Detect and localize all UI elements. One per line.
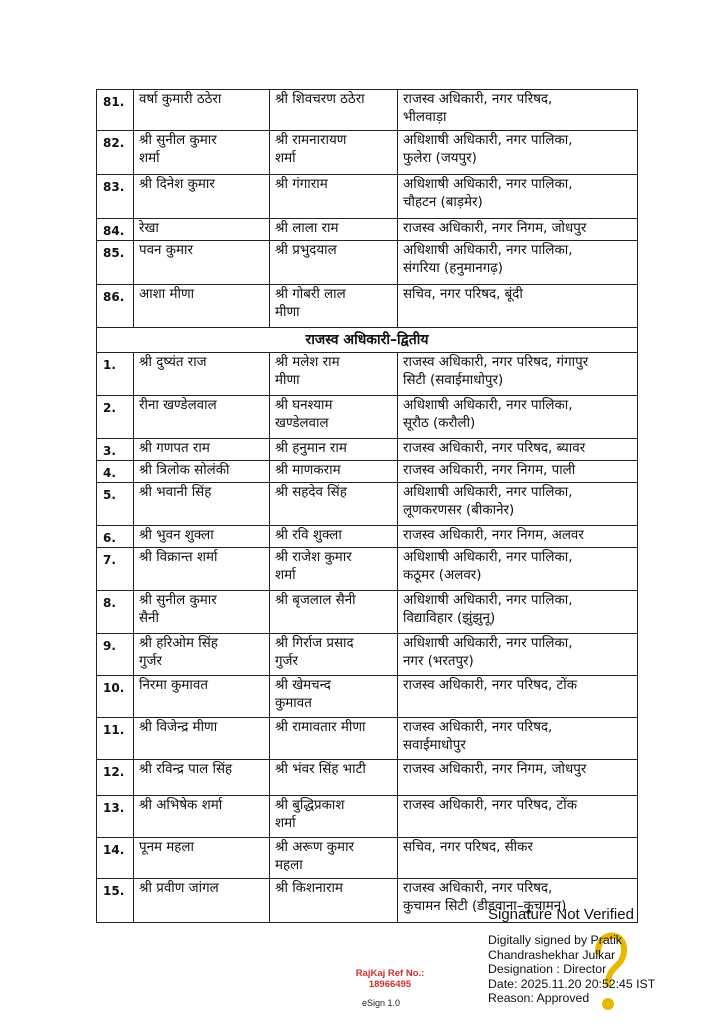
posting-cell: अधिशाषी अधिकारी, नगर पालिका, कठूमर (अलवर) xyxy=(398,548,638,591)
officer-name-cell: श्री प्रवीण जांगल xyxy=(134,879,270,923)
table-row xyxy=(97,591,638,634)
table-row xyxy=(97,353,638,396)
officer-name-cell: पूनम महला xyxy=(134,838,270,879)
ref-number: 18966495 xyxy=(368,979,412,990)
father-name-cell: श्री लाला राम xyxy=(270,219,398,241)
posting-cell: अधिशाषी अधिकारी, नगर पालिका, चौहटन (बाड़मेर) xyxy=(398,175,638,219)
serial-number-cell: 84. xyxy=(97,219,134,241)
officer-name-cell: श्री विजेन्द्र मीणा xyxy=(134,718,270,760)
rajkaj-reference xyxy=(346,968,434,990)
officer-name-cell: पवन कुमार xyxy=(134,241,270,285)
serial-number-cell: 82. xyxy=(97,131,134,175)
father-name-cell: श्री गंगाराम xyxy=(270,175,398,219)
serial-number-cell: 4. xyxy=(97,461,134,483)
table-group-a xyxy=(97,90,638,328)
table-row xyxy=(97,718,638,760)
father-name-cell: श्री खेमचन्द कुमावत xyxy=(270,676,398,718)
posting-cell: राजस्व अधिकारी, नगर परिषद, टोंक xyxy=(398,676,638,718)
officer-name-cell: श्री गणपत राम xyxy=(134,439,270,461)
designation-line: Designation : Director xyxy=(488,962,607,976)
father-name-cell: श्री गिर्राज प्रसाद गुर्जर xyxy=(270,634,398,676)
date-line: Date: 2025.11.20 20:52:45 IST xyxy=(488,976,656,991)
officer-name-cell: श्री अभिषेक शर्मा xyxy=(134,796,270,838)
posting-cell: अधिशाषी अधिकारी, नगर पालिका, फुलेरा (जयपुर) xyxy=(398,131,638,175)
officer-name-cell: श्री दुष्यंत राज xyxy=(134,353,270,396)
officer-name-cell: आशा मीणा xyxy=(134,285,270,328)
serial-number-cell: 6. xyxy=(97,526,134,548)
father-name-cell: श्री राजेश कुमार शर्मा xyxy=(270,548,398,591)
table-row xyxy=(97,760,638,796)
serial-number-cell: 83. xyxy=(97,175,134,219)
posting-cell: अधिशाषी अधिकारी, नगर पालिका, नगर (भरतपुर) xyxy=(398,634,638,676)
serial-number-cell: 14. xyxy=(97,838,134,879)
posting-cell: सचिव, नगर परिषद, सीकर xyxy=(398,838,638,879)
table-row xyxy=(97,396,638,439)
reason-line: Reason: Approved xyxy=(488,991,590,1005)
serial-number-cell: 8. xyxy=(97,591,134,634)
serial-number-cell: 12. xyxy=(97,760,134,796)
father-name-cell: श्री अरूण कुमार महला xyxy=(270,838,398,879)
table-row xyxy=(97,439,638,461)
posting-cell: राजस्व अधिकारी, नगर निगम, जोधपुर xyxy=(398,219,638,241)
digital-signature-block xyxy=(488,906,718,1006)
table-row xyxy=(97,676,638,718)
father-name-cell: श्री माणकराम xyxy=(270,461,398,483)
serial-number-cell: 85. xyxy=(97,241,134,285)
officer-name-cell: श्री भुवन शुक्ला xyxy=(134,526,270,548)
posting-cell: अधिशाषी अधिकारी, नगर पालिका, संगरिया (हनुमानगढ़) xyxy=(398,241,638,285)
posting-cell: राजस्व अधिकारी, नगर परिषद, कुचामन सिटी (डीडवाना–कुचामन) xyxy=(398,879,638,923)
father-name-cell: श्री रवि शुक्ला xyxy=(270,526,398,548)
table-row xyxy=(97,285,638,328)
posting-cell: राजस्व अधिकारी, नगर निगम, अलवर xyxy=(398,526,638,548)
serial-number-cell: 86. xyxy=(97,285,134,328)
serial-number-cell: 3. xyxy=(97,439,134,461)
officer-name-cell: श्री हरिओम सिंह गुर्जर xyxy=(134,634,270,676)
table-row xyxy=(97,634,638,676)
posting-cell: राजस्व अधिकारी, नगर परिषद, ब्यावर xyxy=(398,439,638,461)
table-row xyxy=(97,526,638,548)
serial-number-cell: 13. xyxy=(97,796,134,838)
officer-name-cell: श्री त्रिलोक सोलंकी xyxy=(134,461,270,483)
father-name-cell: श्री रामनारायण शर्मा xyxy=(270,131,398,175)
father-name-cell: श्री हनुमान राम xyxy=(270,439,398,461)
table-row xyxy=(97,219,638,241)
section-heading: राजस्व अधिकारी–द्वितीय xyxy=(97,328,638,353)
signature-status: Signature Not Verified xyxy=(488,906,634,923)
table-group-b xyxy=(97,353,638,923)
father-name-cell: श्री सहदेव सिंह xyxy=(270,483,398,526)
father-name-cell: श्री भंवर सिंह भाटी xyxy=(270,760,398,796)
serial-number-cell: 9. xyxy=(97,634,134,676)
posting-cell: राजस्व अधिकारी, नगर निगम, जोधपुर xyxy=(398,760,638,796)
table-row xyxy=(97,838,638,879)
officer-name-cell: श्री विक्रान्त शर्मा xyxy=(134,548,270,591)
table-row xyxy=(97,483,638,526)
father-name-cell: श्री प्रभुदयाल xyxy=(270,241,398,285)
posting-cell: राजस्व अधिकारी, नगर परिषद, भीलवाड़ा xyxy=(398,90,638,131)
father-name-cell: श्री शिवचरण ठठेरा xyxy=(270,90,398,131)
father-name-cell: श्री बुद्धिप्रकाश शर्मा xyxy=(270,796,398,838)
serial-number-cell: 15. xyxy=(97,879,134,923)
posting-cell: राजस्व अधिकारी, नगर निगम, पाली xyxy=(398,461,638,483)
signed-by-line: Digitally signed by Pratik xyxy=(488,933,622,947)
table-row xyxy=(97,461,638,483)
table-row xyxy=(97,241,638,285)
posting-cell: अधिशाषी अधिकारी, नगर पालिका, सूरौठ (करौली) xyxy=(398,396,638,439)
serial-number-cell: 5. xyxy=(97,483,134,526)
father-name-cell: श्री रामावतार मीणा xyxy=(270,718,398,760)
officer-name-cell: श्री रविन्द्र पाल सिंह xyxy=(134,760,270,796)
table-row xyxy=(97,175,638,219)
officer-name-cell: श्री सुनील कुमार शर्मा xyxy=(134,131,270,175)
table-row xyxy=(97,131,638,175)
table-row xyxy=(97,796,638,838)
father-name-cell: श्री मलेश राम मीणा xyxy=(270,353,398,396)
officer-name-cell: श्री दिनेश कुमार xyxy=(134,175,270,219)
serial-number-cell: 7. xyxy=(97,548,134,591)
posting-cell: सचिव, नगर परिषद, बूंदी xyxy=(398,285,638,328)
officer-name-cell: निरमा कुमावत xyxy=(134,676,270,718)
officer-name-cell: रीना खण्डेलवाल xyxy=(134,396,270,439)
serial-number-cell: 11. xyxy=(97,718,134,760)
esign-version: eSign 1.0 xyxy=(361,998,401,1008)
serial-number-cell: 2. xyxy=(97,396,134,439)
officer-name-cell: श्री सुनील कुमार सैनी xyxy=(134,591,270,634)
officer-name-cell: वर्षा कुमारी ठठेरा xyxy=(134,90,270,131)
father-name-cell: श्री घनश्याम खण्डेलवाल xyxy=(270,396,398,439)
posting-cell: राजस्व अधिकारी, नगर परिषद, गंगापुर सिटी (सवाईमाधोपुर) xyxy=(398,353,638,396)
signer-name-line: Chandrashekhar Julkar xyxy=(488,947,616,962)
father-name-cell: श्री किशनाराम xyxy=(270,879,398,923)
serial-number-cell: 1. xyxy=(97,353,134,396)
posting-cell: राजस्व अधिकारी, नगर परिषद, टोंक xyxy=(398,796,638,838)
father-name-cell: श्री गोबरी लाल मीणा xyxy=(270,285,398,328)
officers-table xyxy=(96,89,638,923)
father-name-cell: श्री बृजलाल सैनी xyxy=(270,591,398,634)
officer-name-cell: रेखा xyxy=(134,219,270,241)
serial-number-cell: 10. xyxy=(97,676,134,718)
ref-label: RajKaj Ref No.: xyxy=(355,968,425,979)
officer-name-cell: श्री भवानी सिंह xyxy=(134,483,270,526)
serial-number-cell: 81. xyxy=(97,90,134,131)
table-row xyxy=(97,548,638,591)
posting-cell: राजस्व अधिकारी, नगर परिषद, सवाईमाधोपुर xyxy=(398,718,638,760)
posting-cell: अधिशाषी अधिकारी, नगर पालिका, विद्याविहार (झुंझुनू) xyxy=(398,591,638,634)
section-heading-row xyxy=(97,328,638,353)
table-row xyxy=(97,90,638,131)
posting-cell: अधिशाषी अधिकारी, नगर पालिका, लूणकरणसर (बीकानेर) xyxy=(398,483,638,526)
